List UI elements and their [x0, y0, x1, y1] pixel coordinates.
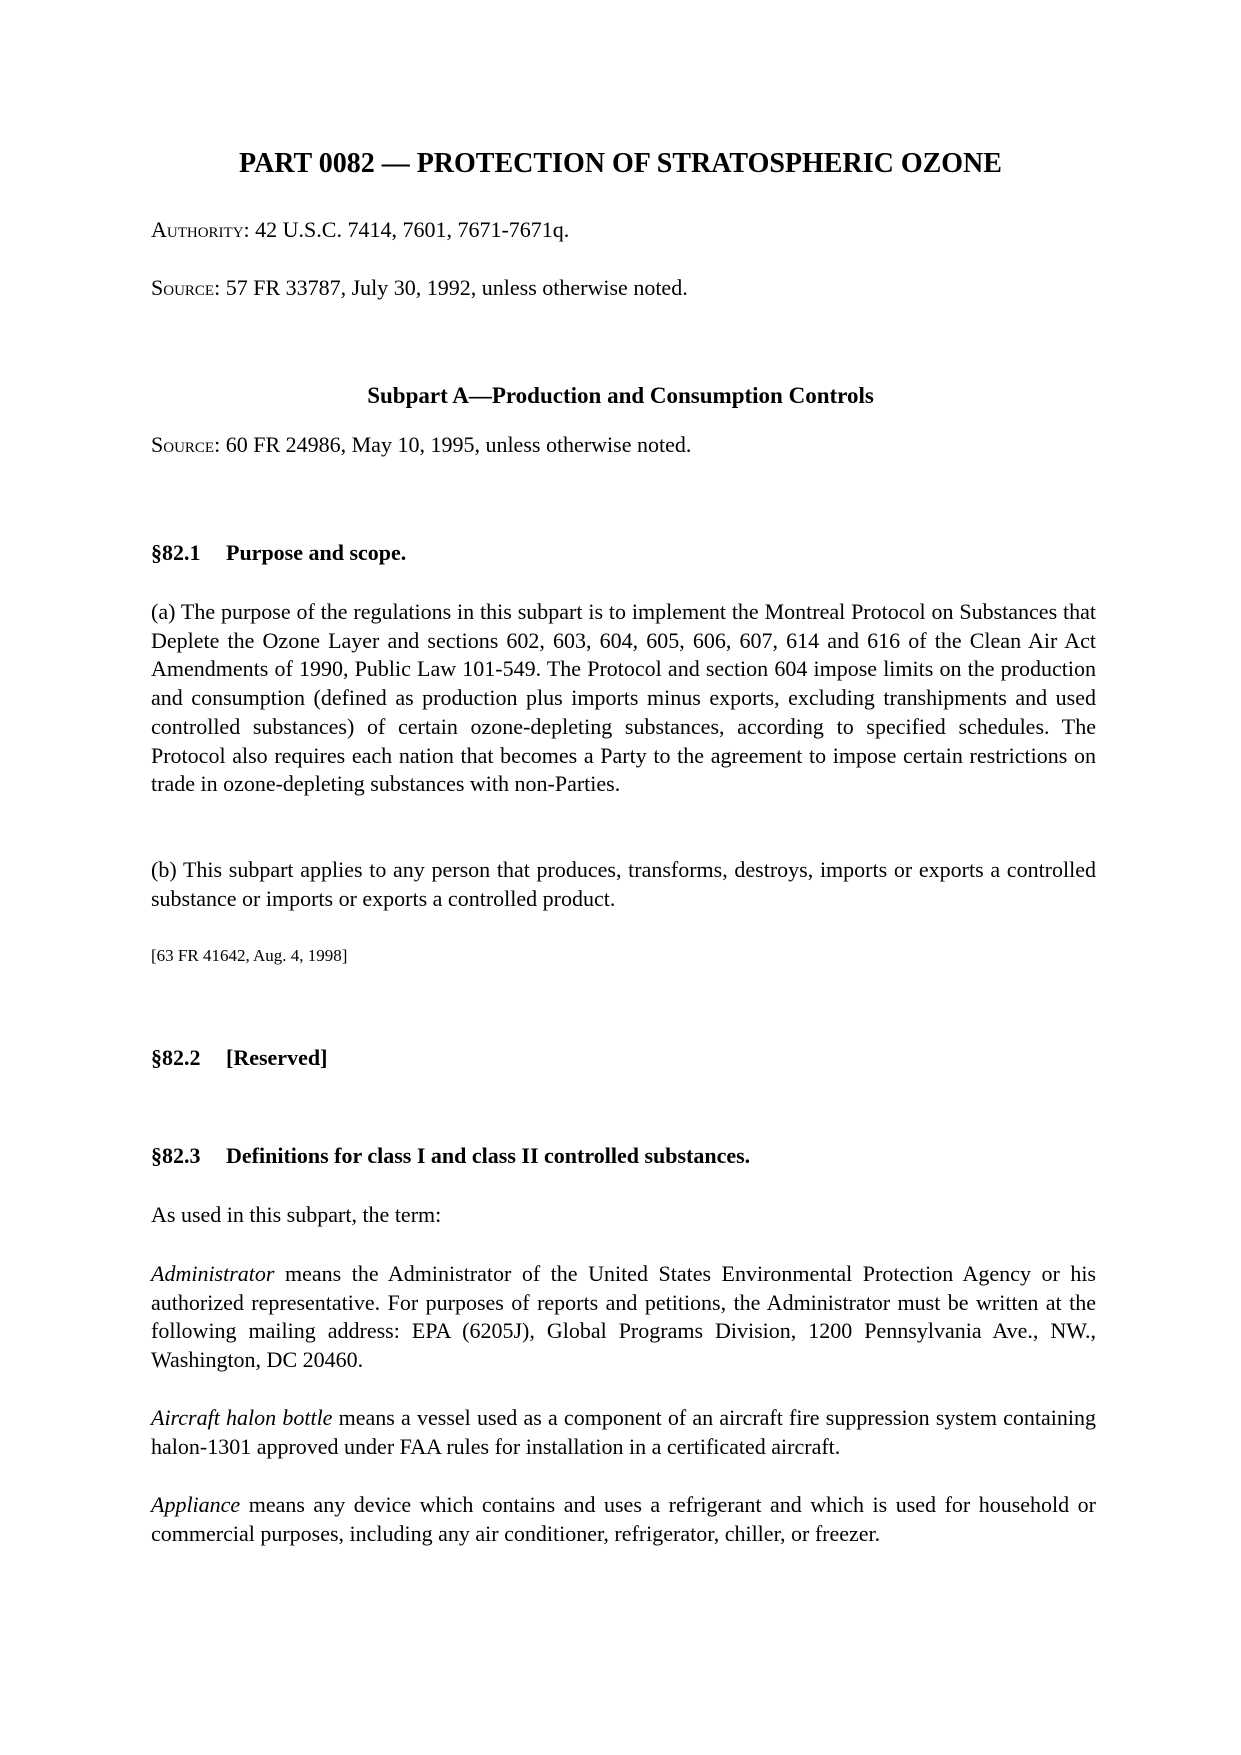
section-82-2-heading: [151, 1045, 327, 1071]
definition-appliance: [151, 1491, 1096, 1548]
section-82-3-heading: [151, 1143, 750, 1169]
section-number: §82.2: [151, 1045, 201, 1070]
definition-text: means the Administrator of the United States Environmental Protection Agency or his authorized representative. For purposes of reports and petitions, the Administrator must be written at the following mailing address: EPA (6205J), Global Programs Division, 1200 Pennsylvania Ave., NW., Washington, DC 20460.: [151, 1261, 1096, 1373]
section-title: Definitions for class I and class II controlled substances.: [226, 1143, 751, 1168]
authority-sep: :: [243, 217, 250, 242]
definition-text: means any device which contains and uses a refrigerant and which is used for household or commercial purposes, including any air conditioner, refrigerator, chiller, or freezer.: [151, 1492, 1096, 1546]
definition-term: Appliance: [151, 1492, 241, 1517]
authority-line: [151, 217, 569, 243]
section-82-1-heading: [151, 540, 406, 566]
authority-text: 42 U.S.C. 7414, 7601, 7671-7671q.: [249, 217, 570, 242]
part-source-text: 57 FR 33787, July 30, 1992, unless otherwise noted.: [220, 275, 688, 300]
subpart-source-sep: :: [214, 432, 221, 457]
section-82-1-para-a: (a) The purpose of the regulations in this subpart is to implement the Montreal Protocol on Substances that Deplete the Ozone Layer and sections 602, 603, 604, 605, 606, 607, 614 and 616 of the Clean Air Act Amendments of 1990, Public Law 101-549. The Protocol and section 604 impose limits on the production and consumption (defined as production plus imports minus exports, excluding transhipments and used controlled substances) of certain ozone-depleting substances, according to specified schedules. The Protocol also requires each nation that becomes a Party to the agreement to impose certain restrictions on trade in ozone-depleting substances with non-Parties.: [151, 599, 1096, 797]
part-source-label: Source: [151, 275, 215, 300]
part-title: PART 0082 — PROTECTION OF STRATOSPHERIC OZONE: [239, 148, 1002, 179]
section-number: §82.3: [151, 1143, 201, 1168]
subpart-source-line: [151, 432, 691, 458]
part-source-sep: :: [214, 275, 221, 300]
section-title: [Reserved]: [226, 1045, 328, 1070]
definition-term: Administrator: [151, 1261, 275, 1286]
subpart-title: Subpart A—Production and Consumption Controls: [367, 383, 874, 408]
definition-term: Aircraft halon bottle: [151, 1405, 333, 1430]
definition-administrator: [151, 1260, 1096, 1375]
subpart-source-label: Source: [151, 432, 215, 457]
part-source-line: [151, 275, 688, 301]
definition-text: means a vessel used as a component of an aircraft fire suppression system containing halon-1301 approved under FAA rules for installation in a certificated aircraft.: [151, 1405, 1097, 1459]
section-title: Purpose and scope.: [226, 540, 407, 565]
section-82-1-para-b: (b) This subpart applies to any person that produces, transforms, destroys, imports or exports a controlled substance or imports or exports a controlled product.: [151, 857, 1096, 911]
section-82-1-citation: [63 FR 41642, Aug. 4, 1998]: [151, 946, 348, 965]
definition-aircraft-halon-bottle: [151, 1404, 1096, 1461]
subpart-source-text: 60 FR 24986, May 10, 1995, unless otherwise noted.: [220, 432, 692, 457]
section-number: §82.1: [151, 540, 201, 565]
authority-label: Authority: [151, 217, 244, 242]
section-82-3-intro: As used in this subpart, the term:: [151, 1202, 442, 1227]
